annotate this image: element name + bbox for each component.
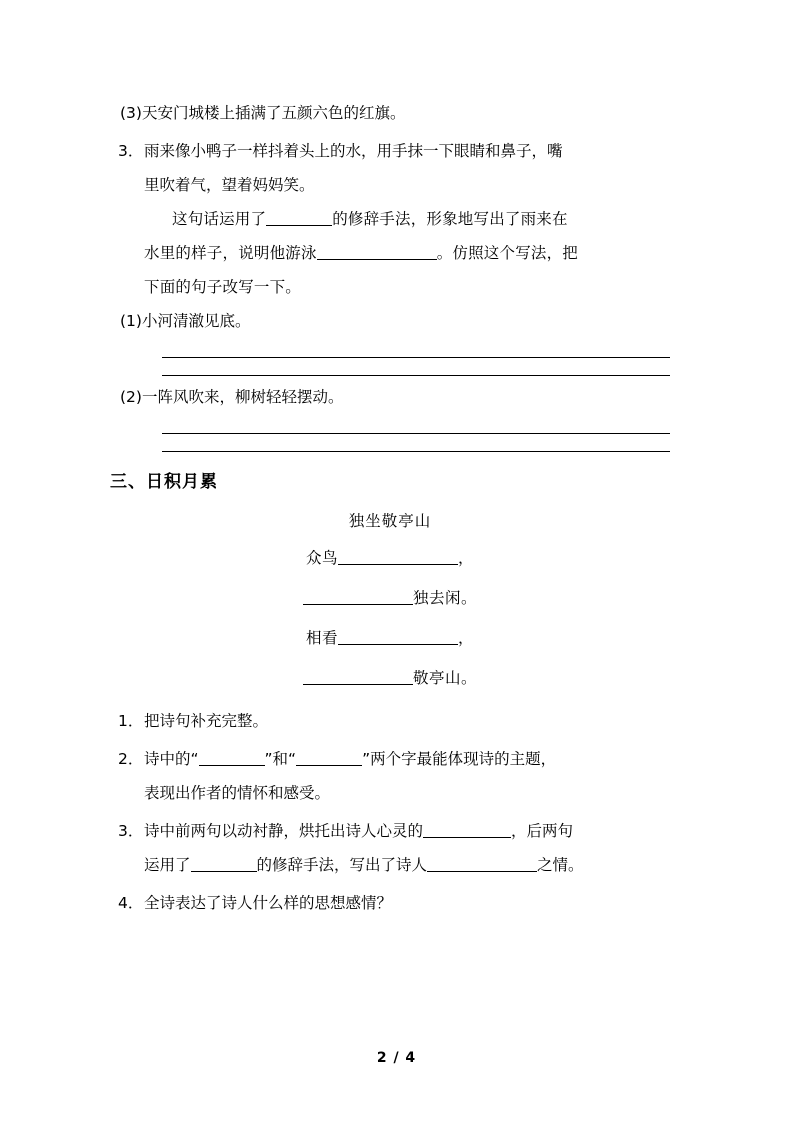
explanation-text-2: 的修辞手法，形象地写出了雨来在 <box>332 210 568 228</box>
explanation-text-4: 。仿照这个写法，把 <box>436 244 579 262</box>
answer-rule[interactable] <box>162 340 670 358</box>
item-3-2: (2)一阵风吹来，柳树轻轻摆动。 <box>120 388 344 406</box>
poem-text-3b: ， <box>458 629 475 647</box>
q3-text-4: 的修辞手法，写出了诗人 <box>256 856 428 874</box>
document-content <box>110 96 680 920</box>
item-2-3: (3)天安门城楼上插满了五颜六色的红旗。 <box>120 104 406 122</box>
poem-question-4-number: 4． <box>118 894 144 912</box>
answer-rule[interactable] <box>162 434 670 452</box>
poem-question-3 <box>110 814 680 882</box>
question-3-line-1: 雨来像小鸭子一样抖着头上的水，用手抹一下眼睛和鼻子，嘴 <box>144 142 563 160</box>
poem-text-1: 众鸟 <box>305 549 338 567</box>
answer-rule[interactable] <box>162 358 670 376</box>
answer-rule[interactable] <box>162 416 670 434</box>
poem-text-1b: ， <box>458 549 475 567</box>
question-3-line-2: 里吹着气，望着妈妈笑。 <box>144 176 315 194</box>
item-3-1: (1)小河清澈见底。 <box>120 312 251 330</box>
fill-blank[interactable] <box>317 244 437 260</box>
poem-questions <box>110 704 680 920</box>
fill-blank[interactable] <box>266 210 332 226</box>
poem-text-3: 相看 <box>305 629 338 647</box>
question-3-number: 3． <box>118 142 144 160</box>
fill-blank[interactable] <box>338 549 458 565</box>
poem-question-2-line-1 <box>144 742 680 776</box>
poem-line-4 <box>110 658 680 698</box>
poem-text-2b: 独去闲。 <box>412 589 477 607</box>
q3-text-1: 诗中前两句以动衬静，烘托出诗人心灵的 <box>144 822 424 840</box>
poem-question-2-text <box>144 742 680 810</box>
fill-blank[interactable] <box>338 629 458 645</box>
poem-question-3-line-1 <box>144 814 680 848</box>
fill-blank[interactable] <box>191 856 257 872</box>
poem-question-1-text: 把诗句补充完整。 <box>144 712 269 730</box>
fill-blank[interactable] <box>303 589 413 605</box>
q3-text-5: 之情。 <box>537 856 584 874</box>
poem-question-3-line-2 <box>144 848 680 882</box>
fill-blank[interactable] <box>303 669 413 685</box>
q2-text-1: 诗中的“ <box>144 750 199 768</box>
poem-line-2 <box>110 578 680 618</box>
question-3 <box>110 134 680 202</box>
q2-text-3: ”两个字最能体现诗的主题， <box>362 750 557 768</box>
q3-text-3: 运用了 <box>144 856 191 874</box>
poem-question-3-number: 3． <box>118 822 144 840</box>
explanation-text-1: 这句话运用了 <box>172 210 267 228</box>
fill-blank[interactable] <box>423 822 511 838</box>
poem-line-3 <box>110 618 680 658</box>
poem-question-4 <box>110 886 680 920</box>
explanation-text-3: 水里的样子，说明他游泳 <box>144 244 317 262</box>
poem-question-1-number: 1． <box>118 712 144 730</box>
fill-blank[interactable] <box>199 750 265 766</box>
poem-text-4b: 敬亭山。 <box>412 669 477 687</box>
poem-question-2-line-2: 表现出作者的情怀和感受。 <box>144 784 331 802</box>
answer-lines-1 <box>162 340 670 376</box>
page-number: 2 / 4 <box>376 1050 417 1066</box>
explanation-line-2 <box>110 236 680 270</box>
poem-question-2-number: 2． <box>118 750 144 768</box>
poem-question-1 <box>110 704 680 738</box>
poem-title: 独坐敬亭山 <box>348 512 432 530</box>
question-3-text <box>144 134 680 202</box>
poem-question-2 <box>110 742 680 810</box>
q2-text-2: ”和“ <box>264 750 297 768</box>
question-3-explanation <box>110 202 680 304</box>
fill-blank[interactable] <box>427 856 537 872</box>
q3-text-2: ，后两句 <box>511 822 574 840</box>
section-title: 三、日积月累 <box>110 472 218 492</box>
explanation-line-1 <box>110 202 680 236</box>
fill-blank[interactable] <box>296 750 362 766</box>
answer-lines-2 <box>162 416 670 452</box>
poem-question-4-text: 全诗表达了诗人什么样的思想感情？ <box>144 894 393 912</box>
explanation-line-3: 下面的句子改写一下。 <box>144 278 302 296</box>
poem-line-1 <box>110 538 680 578</box>
poem-question-3-text <box>144 814 680 882</box>
